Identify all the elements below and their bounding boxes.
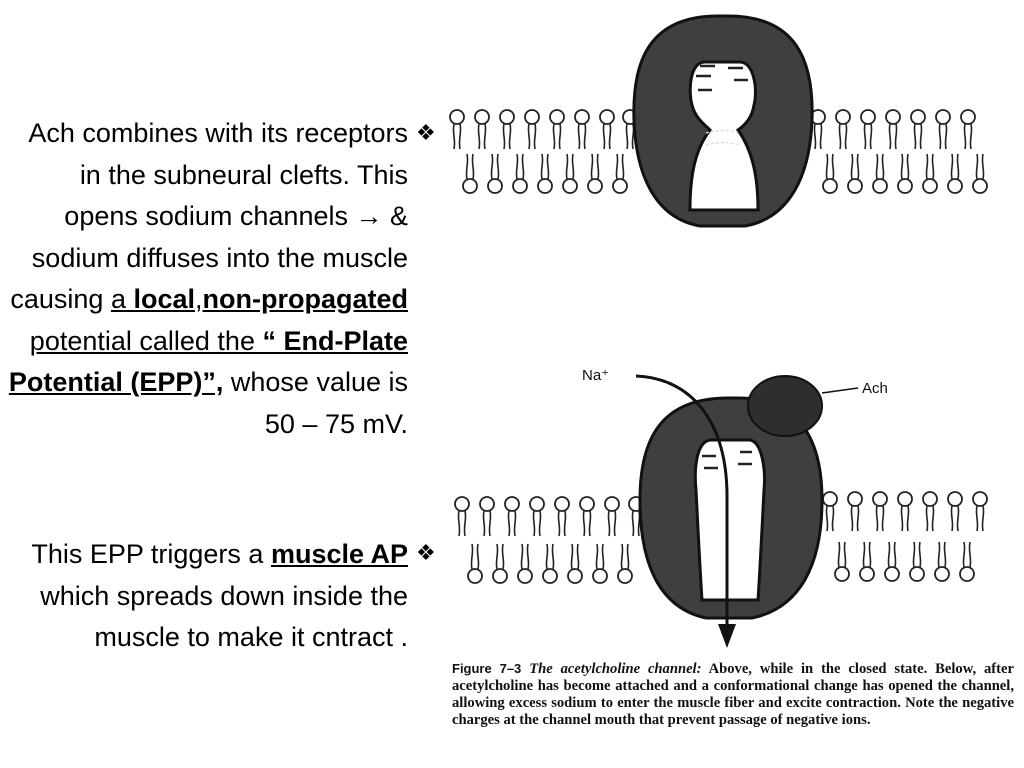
closed-channel-diagram	[450, 16, 987, 226]
open-channel-diagram	[455, 367, 987, 648]
figure-number: Figure 7–3	[452, 661, 522, 676]
caption-title: The acetylcholine channel:	[529, 661, 702, 677]
bullet-diamond-icon: ❖	[416, 540, 436, 565]
figure-caption	[452, 660, 1014, 729]
negative-charges	[696, 66, 748, 90]
term-end-plate-potential: “ End-Plate Potential (EPP)”,	[8, 325, 408, 397]
bullet-text: This EPP triggers a muscle AP which spreads down inside the muscle to make it cntract .	[31, 539, 408, 652]
membrane-right	[811, 110, 987, 193]
term-local: local	[133, 284, 195, 314]
channel-protein	[634, 16, 812, 226]
bullet-epp-triggers	[0, 534, 408, 659]
membrane-right	[823, 492, 987, 581]
bullet-diamond-icon: ❖	[416, 120, 436, 145]
membrane-left	[455, 497, 643, 583]
bullet-text: Ach combines with its receptors in the subneural clefts. This opens sodium channels → & sodium diffuses into the muscle causing a local,non-propagated potential called the “ End-Plate Potential (EPP)”, whose value is 50 – 75 mV.	[8, 118, 408, 439]
term-non-propagated: non-propagated	[202, 284, 408, 314]
term-muscle-ap: muscle AP	[270, 539, 408, 569]
negative-charges	[702, 452, 752, 468]
label-ach: Ach	[862, 380, 888, 397]
membrane-left	[450, 110, 637, 193]
acetylcholine-channel-figure	[440, 0, 1024, 768]
caption-text: Above, while in the closed state. Below, after acetylcholine has become attached and a conformational change has opened the channel, allowing excess sodium to enter the muscle fiber and excite contraction. Note the negative charges at the channel mouth that prevent passage of negative ions.	[452, 661, 1014, 728]
right-arrow-icon: →	[355, 201, 383, 231]
ach-molecule	[748, 376, 822, 436]
label-na: Na⁺	[582, 367, 610, 384]
bullet-ach-combines	[0, 113, 408, 445]
